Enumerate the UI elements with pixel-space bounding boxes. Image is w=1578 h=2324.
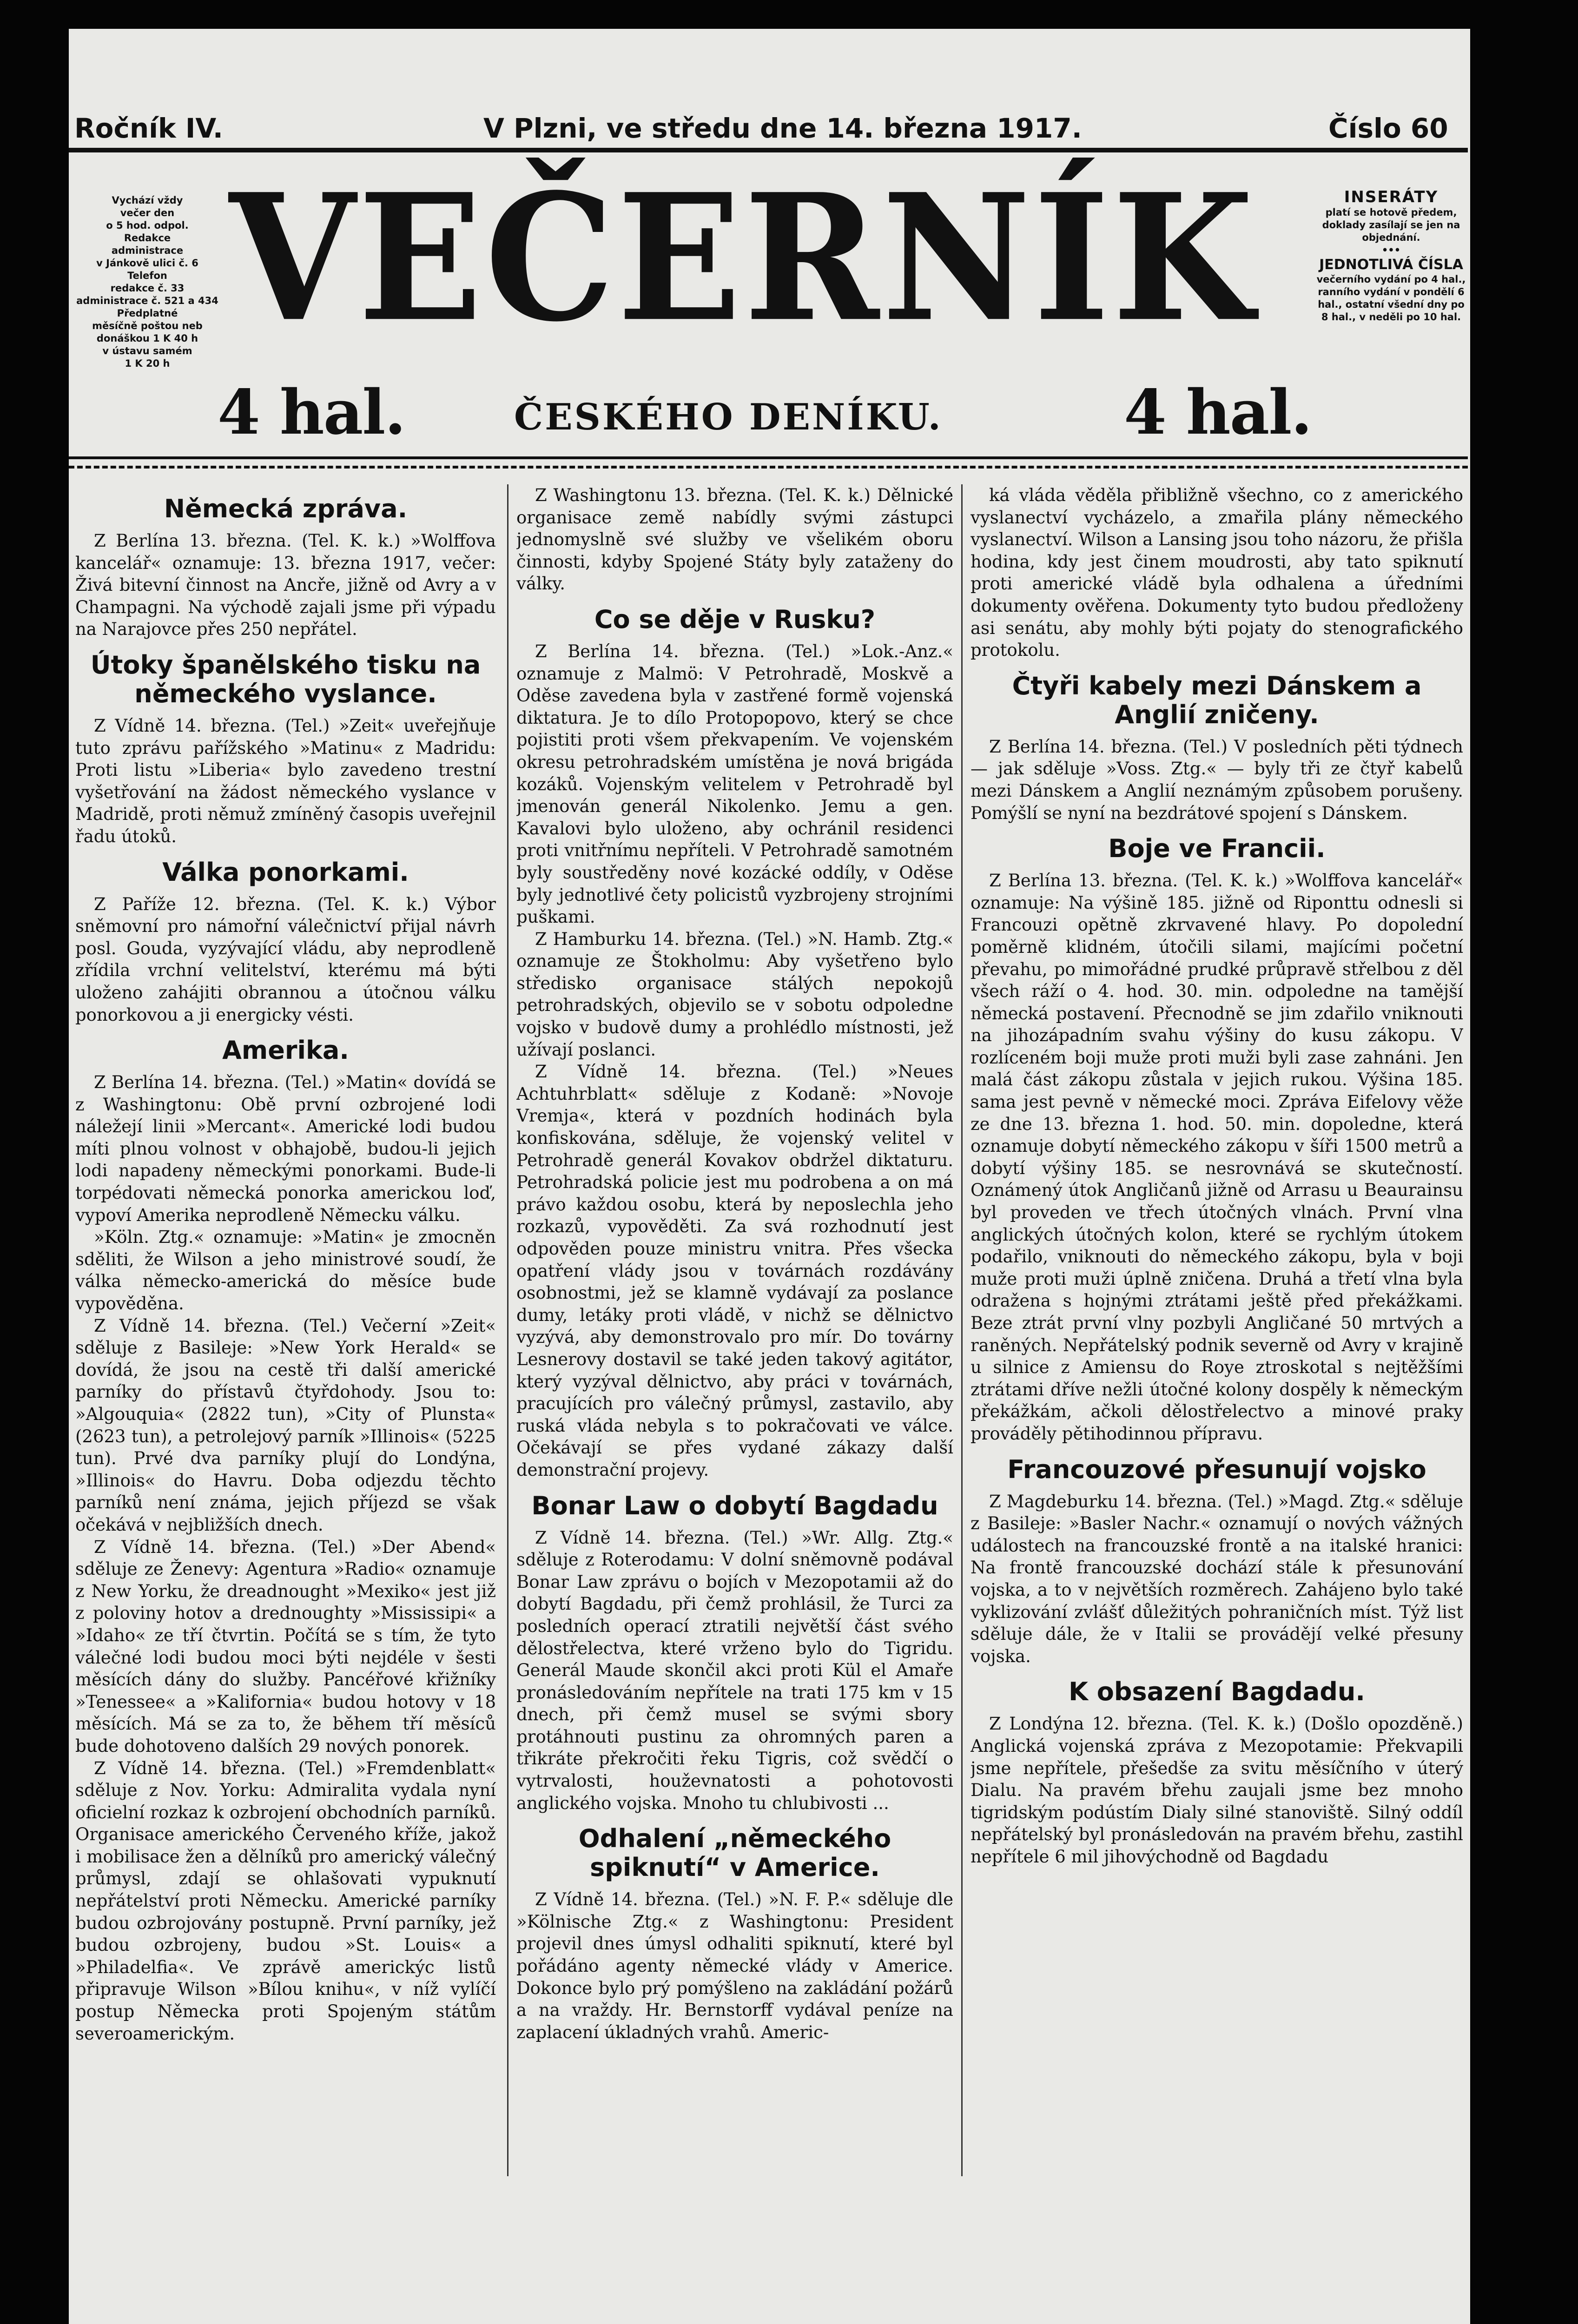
article-paragraph: Z Vídně 14. března. (Tel.) »Wr. Allg. Ztg.« sděluje z Roterodamu: V dolní sněmovně podával Bonar Law zprávu o bojích v Mezopotamii až do dobytí Bagdadu, při čemž prohlásil, že Turci za posledních operací ztratili největší část svého dělostřelectva, které vrženo bylo do Tigridu. Generál Maude skončil akci proti Kül el Amaře pronásledováním nepřítele na trati 175 km v 15 dnech, při čemž musel se svými sbory protáhnouti pustinu za ohromných paren a třikráte překročiti řeku Tigris, což svědčí o vytrvalosti, houževnatosti a pohotovosti anglického vojska. Mnoho tu chlubivosti ...: [516, 1527, 953, 1813]
column-divider: [961, 484, 963, 2176]
article-paragraph: Z Hamburku 14. března. (Tel.) »N. Hamb. Ztg.« oznamuje ze Štokholmu: Aby vyšetřeno bylo středisko organisace stálých nepokojů petrohradských, objevilo se v sobotu odpoledne vojsko v budově dumy a prohlédlo místnosti, jež užívají poslanci.: [516, 929, 953, 1060]
article-conspiracy-continued: [971, 484, 1463, 661]
article-heading: Amerika.: [222, 1036, 349, 1065]
article-heading: Čtyři kabely mezi Dánskem a Anglií zničeny.: [1012, 671, 1422, 729]
column-1: [75, 484, 496, 2185]
article-russia: [516, 605, 953, 1481]
masthead-subtitle: ČESKÉHO DENÍKU.: [514, 396, 943, 438]
article-heading: Bonar Law o dobytí Bagdadu: [531, 1491, 938, 1520]
article-washington-workers: [516, 484, 953, 595]
info-line: večer den: [120, 207, 175, 218]
info-line: redakce č. 33: [110, 283, 185, 294]
column-divider: [507, 484, 508, 2176]
info-line: donáškou 1 K 40 h: [96, 333, 198, 344]
single-issue-text: večerního vydání po 4 hal., ranního vydání v pondělí 6 hal., ostatní všední dny po 8 hal., v neděli po 10 hal.: [1316, 274, 1466, 323]
article-heading: Co se děje v Rusku?: [594, 604, 876, 634]
article-heading: K obsazení Bagdadu.: [1069, 1677, 1365, 1707]
article-paragraph: Z Vídně 14. března. (Tel.) »Fremdenblatt« sděluje z Nov. Yorku: Admiralita vydala nyní oficielní rozkaz k ozbrojení obchodních parníků. Organisace amerického Červeného kříže, jakož i mobilisace žen a dělníků pro americký válečný průmysl, zdají se ohlašovati vypuknutí nepřátelství proti Německu. Americké parníky budou ozbrojovány postupně. První parníky, jež budou ozbrojeny, budou »St. Louis« a »Philadelfia«. Ve zprávě americkýc listů připravuje Wilson »Bílou knihu«, v níž vylíčí postup Německa proti Spojeným státům severoamerickým.: [75, 1758, 496, 2044]
article-submarine-war: [75, 858, 496, 1026]
info-line: v Jánkově ulici č. 6: [96, 257, 198, 269]
column-2: [516, 484, 953, 2185]
header-rule: [69, 148, 1468, 152]
article-america: [75, 1036, 496, 2045]
issue-number: Číslo 60: [1328, 112, 1448, 144]
article-heading: Francouzové přesunují vojsko: [1007, 1454, 1426, 1484]
article-heading: Útoky španělského tisku na německého vyslance.: [90, 650, 481, 708]
inserty-heading: INSERÁTY: [1344, 188, 1439, 206]
price-left: 4 hal.: [218, 376, 405, 449]
article-german-report: [75, 495, 496, 640]
article-bonar-law: [516, 1492, 953, 1815]
single-issue-heading: JEDNOTLIVÁ ČÍSLA: [1319, 257, 1463, 273]
article-baghdad: [971, 1677, 1463, 1868]
info-line: Redakce: [124, 232, 171, 244]
article-paragraph: Z Londýna 12. března. (Tel. K. k.) (Došlo opozděně.) Anglická vojenská zpráva z Mezopotamie: Překvapili jsme nepřítele, přešedše za svitu měsíčního v úterý Dialu. Na pravém břehu zaujali jsme bez mnoho tigridským podústím Dialy silné stanoviště. Silný oddíl nepřátelský byl pronásledován na pravém břehu, zastihl nepřítele 6 mil jihovýchodně od Bagdadu: [971, 1714, 1463, 1867]
article-paragraph: ká vláda věděla přibližně všechno, co z amerického vyslanectví vycházelo, a zmařila plány německého vyslanectví. Wilson a Lansing jsou toho názoru, že přišla hodina, kdy jest činem moudrosti, aby tato spiknutí proti americké vládě byla odhalena a úředními dokumenty ověřena. Dokumenty tyto budou předloženy asi senátu, aby mohly býti pojaty do stenografického protokolu.: [971, 485, 1463, 660]
article-spanish-press: [75, 651, 496, 848]
info-line: administrace: [111, 245, 184, 256]
article-paragraph: Z Vídně 14. března. (Tel.) »Der Abend« sděluje ze Ženevy: Agentura »Radio« oznamuje z New Yorku, že dreadnought »Mexiko« jest již z poloviny hotov a drednoughty »Mississipi« a »Idaho« ze tří čtvrtin. Počítá se s tím, že tyto válečné lodi budou moci býti nejdéle v šesti měsících dány do služby. Pancéřové křižníky »Tenessee« a »Kalifornia« budou hotovy v 18 měsících. Má se za to, že během tří měsíců bude dohotoveno dalších 29 nových ponorek.: [75, 1537, 496, 1756]
info-line: Předplatné: [117, 308, 178, 319]
article-paragraph: Z Magdeburku 14. března. (Tel.) »Magd. Ztg.« sděluje z Basileje: »Basler Nachr.« oznamují o nových vážných událostech na francouzské frontě a na italské hranici: Na frontě francouzské dochází stále k přesunování vojska, a to v největších rozměrech. Zahájeno bylo také vyklizování zvlášť důležitých pohraničních míst. Týž list sděluje dále, že v Italii se provádějí velké přesuny vojska.: [971, 1491, 1463, 1666]
advertising-info-box: [1314, 188, 1468, 467]
price-right: 4 hal.: [1124, 376, 1312, 449]
article-cables: [971, 672, 1463, 824]
article-heading: Německá zpráva.: [164, 494, 408, 523]
article-paragraph: Z Vídně 14. března. (Tel.) »Zeit« uveřejňuje tuto zprávu pařížského »Matinu« z Madridu: Proti listu »Liberia« bylo zavedeno trestní vyšetřování na žádost německého vyslance v Madridě, proti němuž zmíněný časopis uveřejnil řadu útoků.: [75, 715, 496, 846]
article-paragraph: Z Washingtonu 13. března. (Tel. K. k.) Dělnické organisace země nabídly svými zástupci jednomyslně své služby ve všelikém oboru činnosti, kdyby Spojené Státy byly zataženy do války.: [516, 485, 953, 594]
subscription-info-box: [75, 194, 219, 431]
article-paragraph: Z Vídně 14. března. (Tel.) »N. F. P.« sděluje dle »Kölnische Ztg.« z Washingtonu: President projevil dnes úmysl odhaliti spiknutí, které byl pořádáno agenty německé vlády v Americe. Dokonce bylo prý pomýšleno na zakládání požárů a na vraždy. Hr. Bernstorff vydával peníze na zaplacení úkladných vrahů. Americ-: [516, 1889, 953, 2042]
info-line: Telefon: [127, 270, 167, 281]
masthead-dashed-rule: [69, 466, 1468, 473]
article-heading: Válka ponorkami.: [162, 857, 409, 887]
info-line: o 5 hod. odpol.: [106, 220, 189, 231]
masthead-rule: [69, 456, 1468, 459]
article-heading: Odhalení „německého spiknutí“ v Americe.: [578, 1824, 891, 1882]
article-paragraph: Z Vídně 14. března. (Tel.) »Neues Achtuhrblatt« sděluje z Kodaně: »Novoje Vremja«, která v pozdních hodinách byla konfiskována, sděluje, že vojenský velitel v Petrohradě generál Kovakov obdržel diktaturu. Petrohradská policie jest mu podrobena a on má právo každou osobu, která by neposlechla jeho rozkazů, vypověděti. Za svá rozhodnutí jest odpověden pouze ministru vnitra. Přes všecka opatření vlády jsou v továrnách rozdávány osobnostmi, jež se klamně vydávají za poslance dumy, letáky proti vládě, v nichž se dělnictvo vyzývá, aby demonstrovalo pro mír. Do továrny Lesnerovy dostavil se také jeden takový agitátor, který vyzýval dělnictvo, aby práci v továrnách, pracujících pro válečný průmysl, zastavilo, aby ruská vláda nebyla s to pokračovati ve válce. Očekávají se přes vydané zákazy další demonstrační projevy.: [516, 1062, 953, 1480]
article-paragraph: Z Berlína 13. března. (Tel. K. k.) »Wolffova kancelář« oznamuje: 13. března 1917, večer: Živá bitevní činnost na Ancře, jižně od Avry a v Champagni. Na východě zajali jsme při výpadu na Narajovce přes 250 nepřátel.: [75, 531, 496, 640]
article-paragraph: Z Berlína 14. března. (Tel.) »Lok.-Anz.« oznamuje z Malmö: V Petrohradě, Moskvě a Oděse zavedena byla v zastřené formě vojenská diktatura. Je to dílo Protopopovo, který se chce pojistiti proti všem překvapením. Ve vojenském okresu petrohradském umístěna je nová brigáda kozáků. Vojenským velitelem v Petrohradě byl jmenován generál Nikolenko. Jemu a gen. Kavalovi bylo uloženo, aby ochránil residenci proti vnitřnímu nepříteli. V Petrohradě samotném byly soustředěny nové kozácké oddíly, v Oděse byly jednotlivé čety policistů vyzbrojeny strojními puškami.: [516, 641, 953, 927]
newspaper-page: [69, 29, 1470, 2324]
inserty-text: platí se hotově předem, doklady zasílají se jen na objednání.: [1322, 207, 1460, 243]
article-paragraph: Z Berlína 13. března. (Tel. K. k.) »Wolffova kancelář« oznamuje: Na výšině 185. jižně od Riponttu odnesli si Francouzi opětně zkrvavené hlavy. Po dopolední poměrně klidném, útočili silami, majícími početní převahu, po mimořádné prudké průpravě střelbou z děl všech ráží o 4. hod. 30. min. odpoledne na tamější německá postavení. Přecnodně se jim zdařilo vniknouti na jihozápadním svahu výšiny do kusu zákopu. V rozlíceném boji muže proti muži byli zase zahnáni. Jen malá část zákopu zůstala v jejich rukou. Výšina 185. sama jest pevně v německé moci. Zpráva Eifelovy věže ze dne 13. března 1. hod. 50. min. dopoledne, která oznamuje dobytí německého zákopu v šíři 1500 metrů a dobytí výšiny 185. se nesrovnává se skutečností. Oznámený útok Angličanů jižně od Arrasu u Beaurainsu byl proveden ve třech útočných vlnách. První vlna anglických útočných kolon, které se rychlým útokem podařilo, vniknouti do německého zákopu, byla v boji muže proti muži úplně zničena. Druhá a třetí vlna byla odražena s hojnými ztrátami ještě před překážkami. Beze ztrát první vlny pozbyli Angličané 50 mrtvých a raněných. Nepřátelský podnik severně od Avry v krajině u silnice z Amiensu do Roye ztroskotal s nejtěžšími ztrátami dříve nežli útočné kolony dospěly k německým překážkám, ačkoli dělostřelectvo a minové praky prováděly pětihodinnou přípravu.: [971, 871, 1463, 1444]
article-france-battles: [971, 834, 1463, 1445]
column-3: [971, 484, 1463, 2185]
info-line: administrace č. 521 a 434: [76, 295, 218, 306]
article-french-troops: [971, 1455, 1463, 1668]
info-line: měsíčně poštou neb: [92, 320, 203, 331]
volume-label: Ročník IV.: [74, 112, 223, 144]
box-separator: •••: [1381, 244, 1401, 256]
dateline: V Plzni, ve středu dne 14. března 1917.: [483, 112, 1082, 144]
article-paragraph: Z Berlína 14. března. (Tel.) »Matin« dovídá se z Washingtonu: Obě první ozbrojené lodi náležejí linii »Mercant«. Americké lodi budou míti plnou volnost v obhajobě, budou-li jejich lodi napadeny německými ponorkami. Bude-li torpédovati německá ponorka americkou loď, vypoví Amerika neprodleně Německu válku.: [75, 1072, 496, 1225]
article-heading: Boje ve Francii.: [1108, 834, 1326, 864]
article-paragraph: Z Berlína 14. března. (Tel.) V posledních pěti týdnech — jak sděluje »Voss. Ztg.« — byly tři ze čtyř kabelů mezi Dánskem a Anglií neznámým způsobem porušeny. Pomýšlí se nyní na bezdrátové spojení s Dánskem.: [971, 736, 1463, 823]
article-paragraph: »Köln. Ztg.« oznamuje: »Matin« je zmocněn sděliti, že Wilson a jeho ministrové soudí, že válka německo-americká do měsíce bude vypověděna.: [75, 1227, 496, 1314]
article-paragraph: Z Paříže 12. března. (Tel. K. k.) Výbor sněmovní pro námořní válečnictví přijal návrh posl. Gouda, vyzývající vládu, aby neprodleně zřídila vrchní velitelství, kterému má býti uloženo zahájiti obrannou a útočnou válku ponorkovou a ji energicky vésti.: [75, 894, 496, 1025]
article-paragraph: Z Vídně 14. března. (Tel.) Večerní »Zeit« sděluje z Basileje: »New York Herald« se dovídá, že jsou na cestě tři další americké parníky do přístavů čtyřdohody. Jsou to: »Algouquia« (2822 tun), »City of Plunsta« (2623 tun), a petrolejový parník »Illinois« (5225 tun). Prvé dva parníky plují do Londýna, »Illinois« do Havru. Doba odjezdu těchto parníků není známa, jejich příjezd se však očekává v nejbližších dnech.: [75, 1315, 496, 1535]
info-line: 1 K 20 h: [125, 358, 170, 369]
info-line: v ústavu samém: [102, 345, 192, 357]
article-german-conspiracy: [516, 1824, 953, 2043]
masthead-title: VEČERNÍK: [229, 155, 1257, 361]
info-line: Vychází vždy: [112, 195, 183, 206]
